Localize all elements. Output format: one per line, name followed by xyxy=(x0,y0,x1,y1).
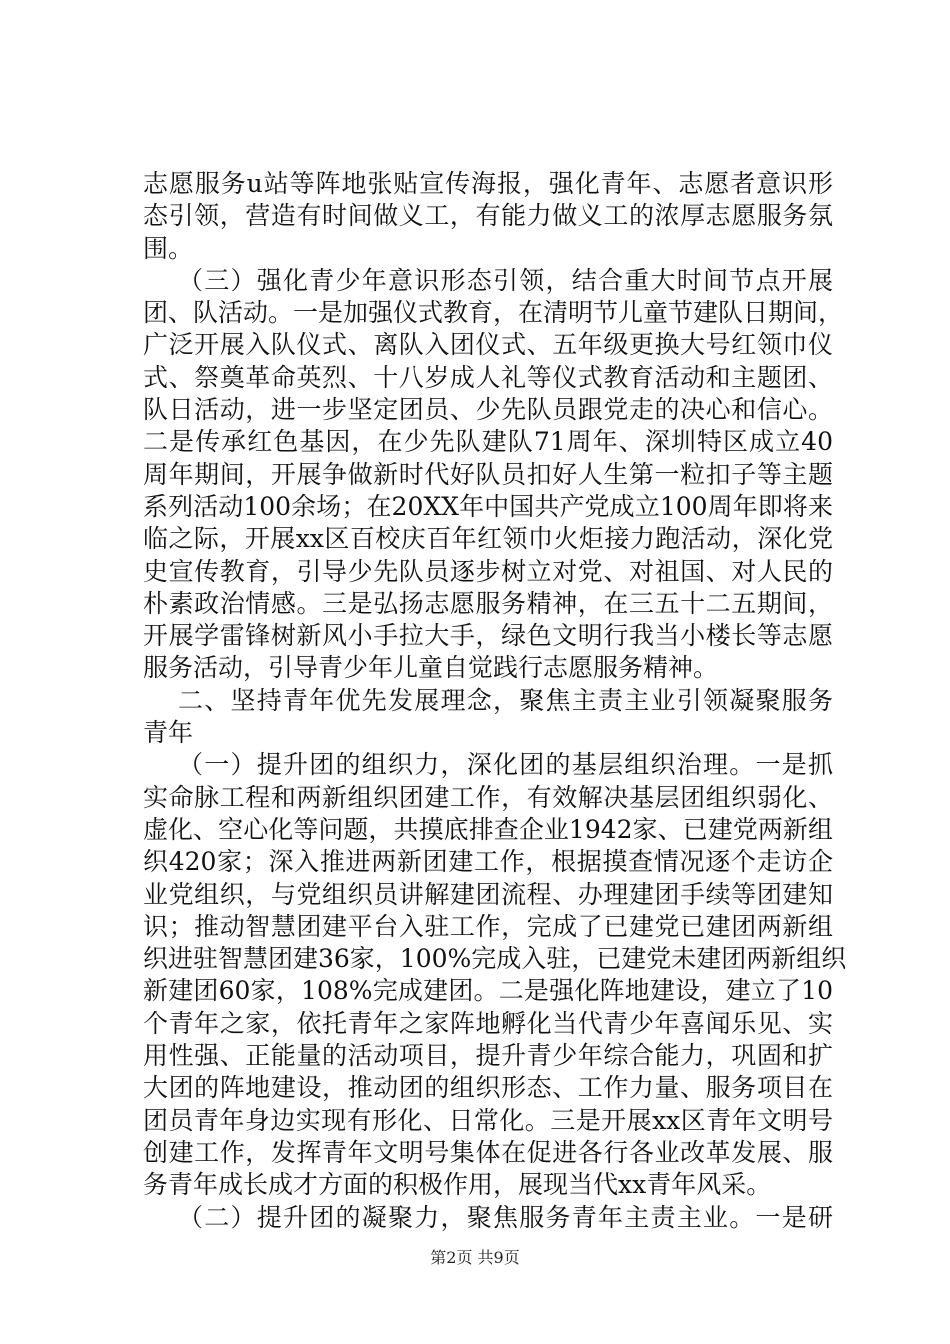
text-line: 用性强、正能量的活动项目，提升青少年综合能力，巩固和扩 xyxy=(143,1041,833,1071)
text-line: 团、队活动。一是加强仪式教育，在清明节儿童节建队日期间， xyxy=(143,298,844,328)
text-line: 系列活动100余场；在20XX年中国共产党成立100周年即将来 xyxy=(143,491,833,521)
text-line: 广泛开展入队仪式、离队入团仪式、五年级更换大号红领巾仪 xyxy=(143,330,833,360)
text-line: （一）提升团的组织力，深化团的基层组织治理。一是抓 xyxy=(178,750,833,780)
text-line: 实命脉工程和两新组织团建工作，有效解决基层团组织弱化、 xyxy=(143,782,833,812)
text-line: 队日活动，进一步坚定团员、少先队员跟党走的决心和信心。 xyxy=(143,395,833,425)
text-line: 业党组织，与党组织员讲解建团流程、办理建团手续等团建知 xyxy=(143,879,833,909)
text-line: （三）强化青少年意识形态引领，结合重大时间节点开展 xyxy=(178,265,833,295)
text-line: （二）提升团的凝聚力，聚焦服务青年主责主业。一是研 xyxy=(178,1202,833,1232)
text-line: 创建工作，发挥青年文明号集体在促进各行各业改革发展、服 xyxy=(143,1137,833,1167)
text-line: 临之际，开展xx区百校庆百年红领巾火炬接力跑活动，深化党 xyxy=(143,524,833,554)
text-line: 开展学雷锋树新风小手拉大手，绿色文明行我当小楼长等志愿 xyxy=(143,621,833,651)
text-line: 青年 xyxy=(143,718,194,748)
text-line: 新建团60家，108%完成建团。二是强化阵地建设，建立了10 xyxy=(143,976,833,1006)
text-line: 团员青年身边实现有形化、日常化。三是开展xx区青年文明号 xyxy=(143,1105,833,1135)
text-line: 二是传承红色基因，在少先队建队71周年、深圳特区成立40 xyxy=(143,427,833,457)
text-line: 个青年之家，依托青年之家阵地孵化当代青少年喜闻乐见、实 xyxy=(143,1008,833,1038)
text-line: 志愿服务u站等阵地张贴宣传海报，强化青年、志愿者意识形 xyxy=(143,169,833,198)
text-line: 织进驻智慧团建36家，100%完成入驻，已建党未建团两新组织 xyxy=(143,944,847,974)
page-footer: 第2页 共9页 xyxy=(430,1248,520,1267)
text-line: 朴素政治情感。三是弘扬志愿服务精神，在三五十二五期间， xyxy=(143,588,833,618)
text-line: 务青年成长成才方面的积极作用，展现当代xx青年风采。 xyxy=(143,1170,772,1200)
text-line: 史宣传教育，引导少先队员逐步树立对党、对祖国、对人民的 xyxy=(143,556,833,586)
text-line: 周年期间，开展争做新时代好队员扣好人生第一粒扣子等主题 xyxy=(143,459,833,489)
text-line: 式、祭奠革命英烈、十八岁成人礼等仪式教育活动和主题团、 xyxy=(143,362,833,392)
text-line: 虚化、空心化等问题，共摸底排查企业1942家、已建党两新组 xyxy=(143,814,833,844)
text-line: 态引领，营造有时间做义工，有能力做义工的浓厚志愿服务氛 xyxy=(143,201,833,231)
text-line: 围。 xyxy=(143,233,194,263)
document-body xyxy=(143,168,847,1234)
text-line: 识；推动智慧团建平台入驻工作，完成了已建党已建团两新组 xyxy=(143,911,833,941)
text-line: 服务活动，引导青少年儿童自觉践行志愿服务精神。 xyxy=(143,653,719,683)
text-line: 大团的阵地建设，推动团的组织形态、工作力量、服务项目在 xyxy=(143,1073,833,1103)
text-line: 二、坚持青年优先发展理念，聚焦主责主业引领凝聚服务 xyxy=(178,685,833,715)
text-line: 织420家；深入推进两新团建工作，根据摸查情况逐个走访企 xyxy=(143,847,833,877)
